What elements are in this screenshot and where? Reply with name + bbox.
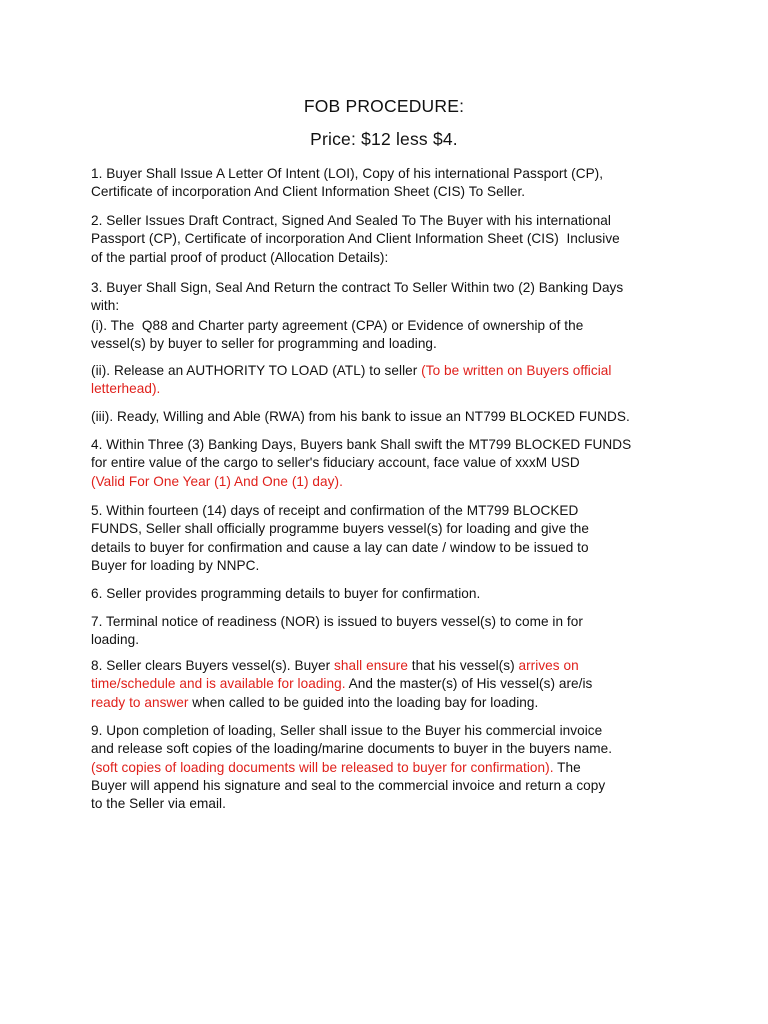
document-title: FOB PROCEDURE:	[303, 96, 465, 116]
paragraph-7-line-2: loading.	[91, 632, 140, 648]
paragraph-1-line-2: Certificate of incorporation And Client Information Sheet (CIS) To Seller.	[91, 184, 526, 200]
paragraph-9-line-3	[91, 759, 691, 777]
paragraph-5-line-1: 5. Within fourteen (14) days of receipt and confirmation of the MT799 BLOCKED	[91, 503, 579, 518]
paragraph-9-text-the: The	[553, 759, 581, 775]
paragraph-6-line-1: 6. Seller provides programming details to buyer for confirmation.	[91, 586, 481, 601]
paragraph-9	[91, 722, 691, 813]
paragraph-8-text-b: that his vessel(s)	[407, 658, 519, 673]
paragraph-4-line-2: for entire value of the cargo to seller's fiduciary account, face value of xxxM USD	[91, 455, 580, 471]
paragraph-4	[91, 436, 691, 491]
paragraph-8-line-3	[91, 694, 691, 712]
paragraph-3	[91, 279, 691, 316]
ready-to-answer-note: ready to answer	[91, 694, 189, 710]
paragraph-3-item-i-line-1: (i). The Q88 and Charter party agreement (CPA) or Evidence of ownership of the	[91, 318, 584, 333]
paragraph-8-line-2	[91, 675, 691, 693]
paragraph-3-item-ii-line-1	[91, 362, 691, 380]
paragraph-2	[91, 212, 691, 267]
paragraph-5-line-4: Buyer for loading by NNPC.	[91, 557, 260, 573]
arrives-on-note: arrives on	[518, 658, 579, 673]
paragraph-5	[91, 502, 691, 575]
paragraph-2-line-3: of the partial proof of product (Allocation Details):	[91, 249, 389, 265]
paragraph-8-line-1	[91, 657, 691, 675]
schedule-note: time/schedule and is available for loading.	[91, 676, 346, 692]
letterhead-note: (To be written on Buyers official	[421, 363, 612, 378]
paragraph-9-line-4: Buyer will append his signature and seal to the commercial invoice and return a copy	[91, 777, 606, 793]
paragraph-7	[91, 613, 691, 650]
paragraph-9-line-5: to the Seller via email.	[91, 796, 226, 812]
paragraph-9-line-1: 9. Upon completion of loading, Seller shall issue to the Buyer his commercial invoice	[91, 723, 603, 738]
paragraph-3-item-ii	[91, 362, 691, 399]
paragraph-5-line-2: FUNDS, Seller shall officially programme buyers vessel(s) for loading and give the	[91, 521, 589, 537]
price-line: Price: $12 less $4.	[310, 129, 458, 149]
paragraph-2-line-2: Passport (CP), Certificate of incorporation And Client Information Sheet (CIS) Inclusive	[91, 231, 620, 247]
paragraph-3-item-i-line-2: vessel(s) by buyer to seller for programming and loading.	[91, 336, 437, 352]
soft-copies-note: (soft copies of loading documents will be released to buyer for confirmation).	[91, 759, 554, 775]
paragraph-3-item-i	[91, 317, 691, 354]
paragraph-8-text-d: when called to be guided into the loading bay for loading.	[188, 694, 539, 710]
shall-ensure-note: shall ensure	[334, 658, 408, 673]
paragraph-3-item-iii-line-1: (iii). Ready, Willing and Able (RWA) from his bank to issue an NT799 BLOCKED FUNDS.	[91, 409, 630, 424]
paragraph-1	[91, 165, 691, 202]
paragraph-3-line-2: with:	[91, 298, 120, 314]
paragraph-2-line-1: 2. Seller Issues Draft Contract, Signed And Sealed To The Buyer with his international	[91, 213, 611, 228]
validity-note: (Valid For One Year (1) And One (1) day).	[91, 473, 343, 489]
paragraph-8-text-c: And the master(s) of His vessel(s) are/is	[345, 676, 593, 692]
paragraph-1-line-1: 1. Buyer Shall Issue A Letter Of Intent (LOI), Copy of his international Passport (CP),	[91, 166, 604, 181]
letterhead-note-end: letterhead).	[91, 381, 161, 397]
paragraph-7-line-1: 7. Terminal notice of readiness (NOR) is issued to buyers vessel(s) to come in for	[91, 614, 583, 629]
paragraph-3-item-iii	[91, 408, 691, 426]
paragraph-4-line-1: 4. Within Three (3) Banking Days, Buyers bank Shall swift the MT799 BLOCKED FUNDS	[91, 437, 632, 452]
atl-text: (ii). Release an AUTHORITY TO LOAD (ATL) to seller	[91, 363, 422, 378]
paragraph-8-text-a: 8. Seller clears Buyers vessel(s). Buyer	[91, 658, 335, 673]
paragraph-9-line-2: and release soft copies of the loading/marine documents to buyer in the buyers name.	[91, 741, 613, 757]
paragraph-3-line-1: 3. Buyer Shall Sign, Seal And Return the contract To Seller Within two (2) Banking Days	[91, 280, 624, 295]
paragraph-5-line-3: details to buyer for confirmation and cause a lay can date / window to be issued to	[91, 539, 589, 555]
paragraph-6	[91, 585, 691, 603]
paragraph-8	[91, 657, 691, 712]
